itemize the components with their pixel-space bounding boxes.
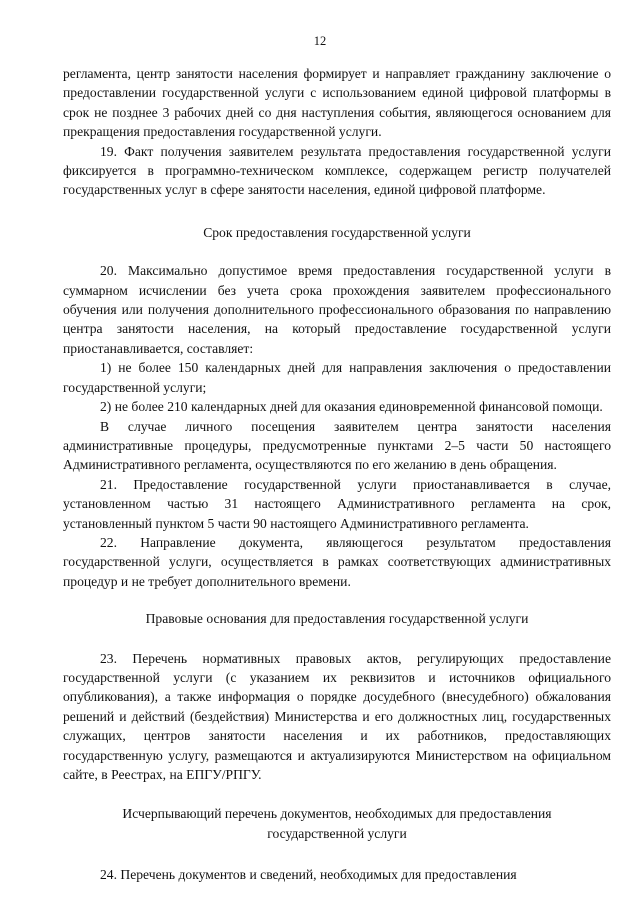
paragraph-intro: регламента, центр занятости населения формирует и направляет гражданину заключение о предоставлении государственной услуги с использованием единой цифровой платформы в срок не позднее 3 рабочих дней со дня наступления события, являющегося основанием для прекращения предоставления государственной услуги. xyxy=(63,66,611,140)
paragraph-23: 23. Перечень нормативных правовых актов, регулирующих предоставление государственной услуги (с указанием их реквизитов и источников официального опубликования), а также информация о порядке досудебного (внесудебного) обжалования решений и действий (бездействия) Министерства и его должностных лиц, государственных служащих, центров занятости населения и их работников, предоставляющих государственную услугу, размещаются и актуализируются Министерством на официальном сайте, в Реестрах, на ЕПГУ/РПГУ. xyxy=(63,650,611,782)
paragraph-20-personal-visit: В случае личного посещения заявителем центра занятости населения административные процедуры, предусмотренные пунктами 2–5 части 50 настоящего Административного регламента, осуществляются по его желанию в день обращения. xyxy=(63,418,611,473)
paragraph-20: 20. Максимально допустимое время предоставления государственной услуги в суммарном исчислении без учета срока прохождения заявителем профессионального обучения или получения дополнительного профессионального образования по направлению центра занятости населения, на который предоставление государственной услуги приостанавливается, составляет: xyxy=(63,263,611,356)
heading-required-documents: Исчерпывающий перечень документов, необходимых для предоставления государственной услуги xyxy=(122,806,552,841)
heading-service-term: Срок предоставления государственной услуги xyxy=(203,224,471,240)
document-body xyxy=(63,64,611,885)
paragraph-21: 21. Предоставление государственной услуги приостанавливается в случае, установленном частью 31 настоящего Административного регламента на срок, установленный пунктом 5 части 90 настоящего Административного регламента. xyxy=(63,476,611,531)
page-number: 12 xyxy=(313,34,327,48)
paragraph-19: 19. Факт получения заявителем результата предоставления государственной услуги фиксируется в программно-техническом комплексе, содержащем регистр получателей государственных услуг в сфере занятости населения, единой цифровой платформе. xyxy=(63,143,611,198)
paragraph-22: 22. Направление документа, являющегося результатом предоставления государственной услуги, осуществляется в рамках соответствующих административных процедур и не требует дополнительного времени. xyxy=(63,534,611,589)
heading-legal-basis: Правовые основания для предоставления государственной услуги xyxy=(145,611,529,627)
paragraph-20-item-1: 1) не более 150 календарных дней для направления заключения о предоставлении государственной услуги; xyxy=(63,360,611,395)
paragraph-24: 24. Перечень документов и сведений, необходимых для предоставления xyxy=(100,867,517,883)
paragraph-20-item-2: 2) не более 210 календарных дней для оказания единовременной финансовой помощи. xyxy=(100,399,603,415)
